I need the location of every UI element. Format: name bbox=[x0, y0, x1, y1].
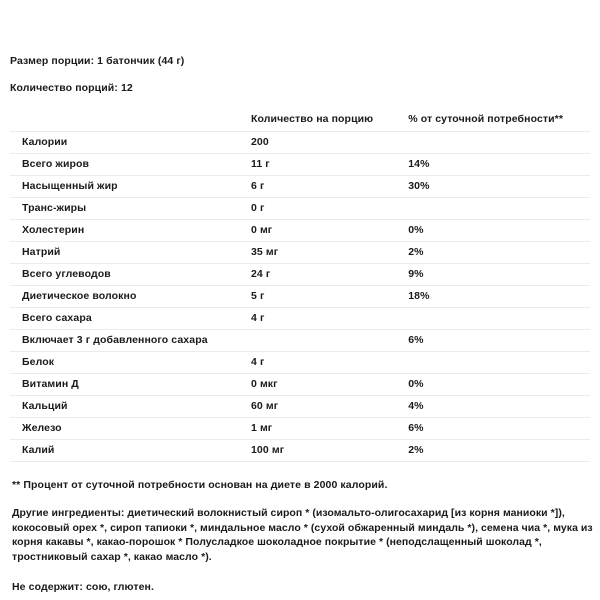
nutrient-amount: 0 г bbox=[251, 198, 408, 220]
table-row bbox=[10, 132, 590, 154]
nutrient-amount: 1 мг bbox=[251, 418, 408, 440]
nutrient-amount: 0 мкг bbox=[251, 374, 408, 396]
nutrition-table-body bbox=[10, 132, 590, 462]
nutrient-daily-value: 14% bbox=[408, 154, 590, 176]
table-row bbox=[10, 330, 590, 352]
nutrient-daily-value: 18% bbox=[408, 286, 590, 308]
nutrient-name: Железо bbox=[10, 418, 251, 440]
nutrient-name: Белок bbox=[10, 352, 251, 374]
allergen-statement: Не содержит: сою, глютен. bbox=[12, 581, 154, 593]
serving-size-line: Размер порции: 1 батончик (44 г) bbox=[10, 55, 185, 67]
nutrient-name: Витамин Д bbox=[10, 374, 251, 396]
nutrient-amount: 100 мг bbox=[251, 440, 408, 462]
daily-value-footnote: ** Процент от суточной потребности основан на диете в 2000 калорий. bbox=[12, 479, 388, 491]
nutrition-table-header bbox=[10, 108, 590, 132]
nutrient-name: Калий bbox=[10, 440, 251, 462]
nutrient-amount: 4 г bbox=[251, 308, 408, 330]
table-row bbox=[10, 440, 590, 462]
nutrient-amount: 35 мг bbox=[251, 242, 408, 264]
nutrient-name: Насыщенный жир bbox=[10, 176, 251, 198]
nutrient-daily-value: 0% bbox=[408, 374, 590, 396]
other-ingredients-text: Другие ингредиенты: диетический волокнистый сироп * (изомальто-олигосахарид [из корня маниоки *]), кокосовый орех *, сироп тапиоки *, миндальное масло * (сухой обжаренный миндаль *), семена чиа *, мука из корня какавы *, какао-порошок * Полусладкое шоколадное покрытие * (неподслащенный шоколад *, тростниковый сахар *, какао масло *). bbox=[12, 507, 593, 563]
column-header-amount: Количество на порцию bbox=[251, 108, 408, 132]
table-row bbox=[10, 286, 590, 308]
nutrient-name: Всего углеводов bbox=[10, 264, 251, 286]
table-row bbox=[10, 418, 590, 440]
nutrient-amount: 11 г bbox=[251, 154, 408, 176]
table-row bbox=[10, 308, 590, 330]
nutrient-amount: 0 мг bbox=[251, 220, 408, 242]
serving-info bbox=[10, 0, 590, 95]
nutrient-daily-value: 4% bbox=[408, 396, 590, 418]
nutrient-amount: 5 г bbox=[251, 286, 408, 308]
nutrient-amount: 60 мг bbox=[251, 396, 408, 418]
table-row bbox=[10, 264, 590, 286]
nutrient-amount: 24 г bbox=[251, 264, 408, 286]
column-header-nutrient bbox=[10, 108, 251, 132]
nutrient-name: Кальций bbox=[10, 396, 251, 418]
table-row bbox=[10, 374, 590, 396]
table-row bbox=[10, 242, 590, 264]
nutrient-name: Включает 3 г добавленного сахара bbox=[10, 330, 251, 352]
table-row bbox=[10, 396, 590, 418]
table-row bbox=[10, 352, 590, 374]
nutrient-name: Диетическое волокно bbox=[10, 286, 251, 308]
table-header-row bbox=[10, 108, 590, 132]
table-row bbox=[10, 154, 590, 176]
table-row bbox=[10, 176, 590, 198]
nutrient-daily-value: 9% bbox=[408, 264, 590, 286]
nutrient-daily-value: 6% bbox=[408, 330, 590, 352]
column-header-daily-value: % от суточной потребности** bbox=[408, 108, 590, 132]
nutrient-daily-value: 30% bbox=[408, 176, 590, 198]
nutrient-daily-value: 0% bbox=[408, 220, 590, 242]
nutrient-daily-value bbox=[408, 198, 590, 220]
nutrient-name: Натрий bbox=[10, 242, 251, 264]
nutrient-daily-value: 2% bbox=[408, 440, 590, 462]
nutrient-daily-value: 6% bbox=[408, 418, 590, 440]
nutrient-amount: 4 г bbox=[251, 352, 408, 374]
nutrient-daily-value bbox=[408, 132, 590, 154]
nutrition-table bbox=[10, 108, 590, 462]
nutrient-amount: 200 bbox=[251, 132, 408, 154]
nutrient-name: Транс-жиры bbox=[10, 198, 251, 220]
nutrient-amount: 6 г bbox=[251, 176, 408, 198]
nutrient-daily-value bbox=[408, 308, 590, 330]
nutrient-amount bbox=[251, 330, 408, 352]
servings-per-container-line: Количество порций: 12 bbox=[10, 82, 133, 94]
table-row bbox=[10, 198, 590, 220]
table-row bbox=[10, 220, 590, 242]
nutrient-name: Калории bbox=[10, 132, 251, 154]
nutrient-daily-value bbox=[408, 352, 590, 374]
nutrient-name: Всего жиров bbox=[10, 154, 251, 176]
nutrient-name: Всего сахара bbox=[10, 308, 251, 330]
nutrient-name: Холестерин bbox=[10, 220, 251, 242]
nutrient-daily-value: 2% bbox=[408, 242, 590, 264]
